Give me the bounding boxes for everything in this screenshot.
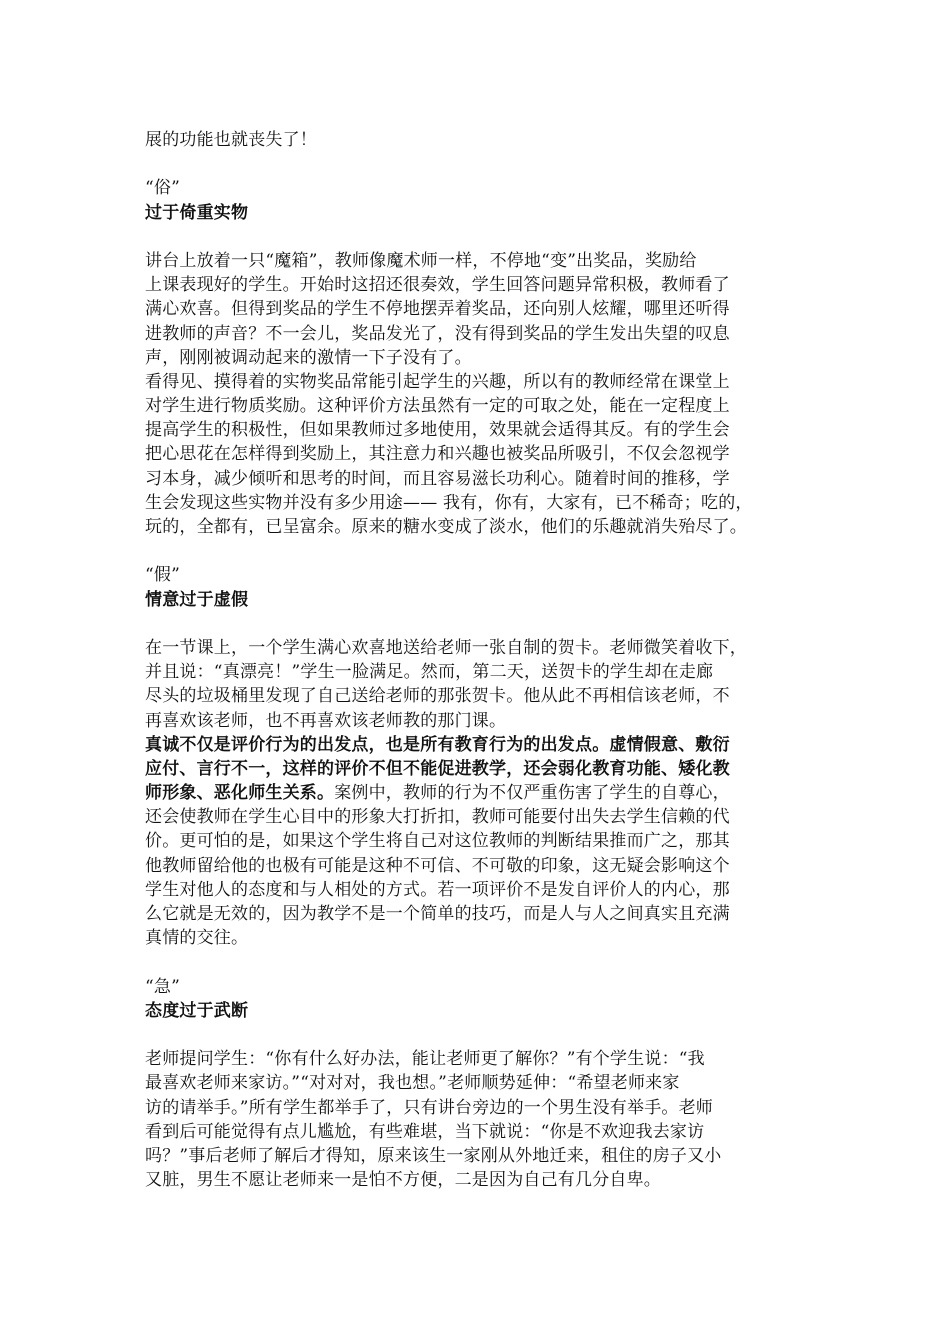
text-line: 吗？”事后老师了解后才得知，原来该生一家刚从外地迁来，租住的房子又小: [145, 1145, 722, 1166]
spacer: [145, 1023, 820, 1047]
section-su: [145, 176, 820, 539]
text-line: 习本身，减少倾听和思考的时间，而且容易滋长功利心。随着时间的推移，学: [145, 468, 730, 489]
text-line: 学生对他人的态度和与人相处的方式。若一项评价不是发自评价人的内心，那: [145, 879, 730, 900]
spacer: [145, 152, 820, 176]
text-line: 价。更可怕的是，如果这个学生将自己对这位教师的判断结果推而广之，那其: [145, 831, 730, 852]
spacer: [145, 225, 820, 249]
text-line-mixed: [145, 781, 820, 805]
text-line: 并且说：“真漂亮！”学生一脸满足。然而，第二天，送贺卡的学生却在走廊: [145, 662, 714, 683]
paragraph: [145, 636, 820, 733]
section-tag: “假”: [145, 565, 180, 586]
text-line: 么它就是无效的，因为教学不是一个简单的技巧，而是人与人之间真实且充满: [145, 904, 730, 924]
text-line: 尽头的垃圾桶里发现了自己送给老师的那张贺卡。他从此不再相信该老师，不: [145, 686, 730, 707]
paragraph: [145, 733, 820, 951]
text-line: 对学生进行物质奖励。这种评价方法虽然有一定的可取之处，能在一定程度上: [145, 396, 730, 417]
text-line: 看到后可能觉得有点儿尴尬，有些难堪，当下就说：“你是不欢迎我去家访: [145, 1121, 705, 1142]
text-line: 上课表现好的学生。开始时这招还很奏效，学生回答问题异常积极，教师看了: [145, 275, 730, 296]
paragraph: [145, 249, 820, 370]
section-heading: 情意过于虚假: [145, 589, 249, 610]
text-line-bold: 真诚不仅是评价行为的出发点，也是所有教育行为的出发点。虚情假意、敷衍: [145, 734, 730, 755]
spacer: [145, 539, 820, 563]
text-line: 老师提问学生：“你有什么好办法，能让老师更了解你？”有个学生说：“我: [145, 1049, 705, 1070]
paragraph: [145, 1047, 820, 1192]
text-line: 还会使教师在学生心目中的形象大打折扣，教师可能要付出失去学生信赖的代: [145, 807, 730, 828]
text-line: 真情的交往。: [145, 928, 249, 949]
text-line: 玩的，全都有，已呈富余。原来的糖水变成了淡水，他们的乐趣就消失殆尽了。: [145, 517, 747, 537]
text-line: 满心欢喜。但得到奖品的学生不停地摆弄着奖品，还向别人炫耀，哪里还听得: [145, 299, 730, 320]
section-tag: “俗”: [145, 178, 180, 199]
text-line: 看得见、摸得着的实物奖品常能引起学生的兴趣，所以有的教师经常在课堂上: [145, 371, 730, 392]
section-heading: 态度过于武断: [145, 1000, 249, 1021]
plain-run: 案例中，教师的行为不仅严重伤害了学生的自尊心，: [334, 783, 730, 804]
text-line: 把心思花在怎样得到奖励上，其注意力和兴趣也被奖品所吸引，不仅会忽视学: [145, 444, 730, 465]
spacer: [145, 612, 820, 636]
text-line: 最喜欢老师来家访。”“对对对，我也想。”老师顺势延伸：“希望老师来家: [145, 1073, 680, 1094]
text-line-bold: 应付、言行不一，这样的评价不但不能促进教学，还会弱化教育功能、矮化教: [145, 758, 730, 779]
text-line: 访的请举手。”所有学生都举手了，只有讲台旁边的一个男生没有举手。老师: [145, 1097, 713, 1118]
intro-line: 展的功能也就丧失了！: [145, 130, 317, 150]
text-line: 又脏，男生不愿让老师来一是怕不方便，二是因为自己有几分自卑。: [145, 1170, 661, 1191]
text-line: 进教师的声音？不一会儿，奖品发光了，没有得到奖品的学生发出失望的叹息: [145, 323, 730, 344]
document-page: [145, 128, 820, 1192]
text-line: 他教师留给他的也极有可能是这种不可信、不可敬的印象，这无疑会影响这个: [145, 855, 730, 876]
section-jia: [145, 563, 820, 950]
bold-run: 师形象、恶化师生关系。: [145, 783, 335, 804]
text-line: 再喜欢该老师，也不再喜欢该老师教的那门课。: [145, 710, 507, 731]
paragraph: [145, 370, 820, 539]
text-line: 在一节课上，一个学生满心欢喜地送给老师一张自制的贺卡。老师微笑着收下，: [145, 637, 747, 658]
spacer: [145, 950, 820, 974]
section-tag: “急”: [145, 976, 180, 997]
section-heading: 过于倚重实物: [145, 202, 249, 223]
text-line: 提高学生的积极性，但如果教师过多地使用，效果就会适得其反。有的学生会: [145, 420, 730, 441]
section-ji: [145, 975, 820, 1193]
text-line: 讲台上放着一只“魔箱”，教师像魔术师一样，不停地“变”出奖品，奖励给: [145, 250, 697, 271]
text-line: 生会发现这些实物并没有多少用途—— 我有，你有，大家有，已不稀奇；吃的，: [145, 492, 753, 513]
text-line: 声，刚刚被调动起来的激情一下子没有了。: [145, 347, 472, 368]
